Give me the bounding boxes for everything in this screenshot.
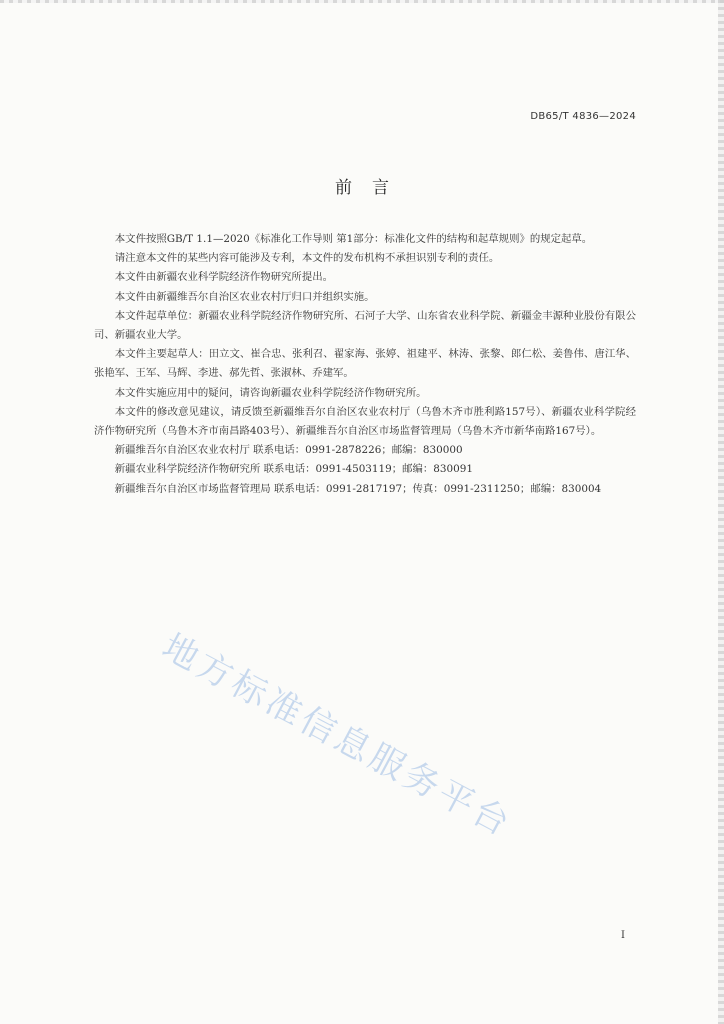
paragraph-administrator: 本文件由新疆维吾尔自治区农业农村厅归口并组织实施。 [114, 290, 375, 303]
paragraph-drafting-rules: 本文件按照GB/T 1.1—2020《标准化工作导则 第1部分：标准化文件的结构和起草规则》的规定起草。 [114, 233, 593, 245]
contact-research-institute: 新疆农业科学院经济作物研究所 联系电话：0991-4503119；邮编：830091 [114, 463, 473, 476]
paragraph-proposer: 本文件由新疆农业科学院经济作物研究所提出。 [114, 271, 333, 284]
watermark: 地方标准信息服务平台 [155, 627, 519, 846]
page-number: I [621, 930, 625, 941]
contact-agriculture-department: 新疆维吾尔自治区农业农村厅 联系电话：0991-2878226；邮编：830000 [114, 444, 463, 457]
paragraph-drafting-units: 本文件起草单位：新疆农业科学院经济作物研究所、石河子大学、山东省农业科学院、新疆金丰源种业股份有限公司、新疆农业大学。 [94, 309, 636, 342]
paragraph-patent-notice: 请注意本文件的某些内容可能涉及专利，本文件的发布机构不承担识别专利的责任。 [114, 252, 500, 265]
foreword-body [94, 230, 636, 499]
paragraph-feedback: 本文件的修改意见建议，请反馈至新疆维吾尔自治区农业农村厅（乌鲁木齐市胜利路157号）、新疆农业科学院经济作物研究所（乌鲁木齐市南昌路403号）、新疆维吾尔自治区市场监督管理局（乌鲁木齐市新华南路167号）。 [94, 405, 636, 438]
contact-market-regulation: 新疆维吾尔自治区市场监督管理局 联系电话：0991-2817197；传真：0991-2311250；邮编：830004 [114, 482, 602, 495]
document-code: DB65/T 4836—2024 [530, 111, 636, 122]
page-title: 前言 [335, 178, 409, 198]
scan-top-edge [0, 0, 724, 3]
scan-right-edge [718, 0, 724, 1024]
paragraph-drafters: 本文件主要起草人：田立文、崔合忠、张利召、翟家海、张婷、祖建平、林涛、张黎、郎仁松、姜鲁伟、唐江华、张艳军、王军、马辉、李进、郝先哲、张淑林、乔建军。 [94, 348, 636, 380]
paragraph-inquiries: 本文件实施应用中的疑问，请咨询新疆农业科学院经济作物研究所。 [114, 386, 427, 399]
